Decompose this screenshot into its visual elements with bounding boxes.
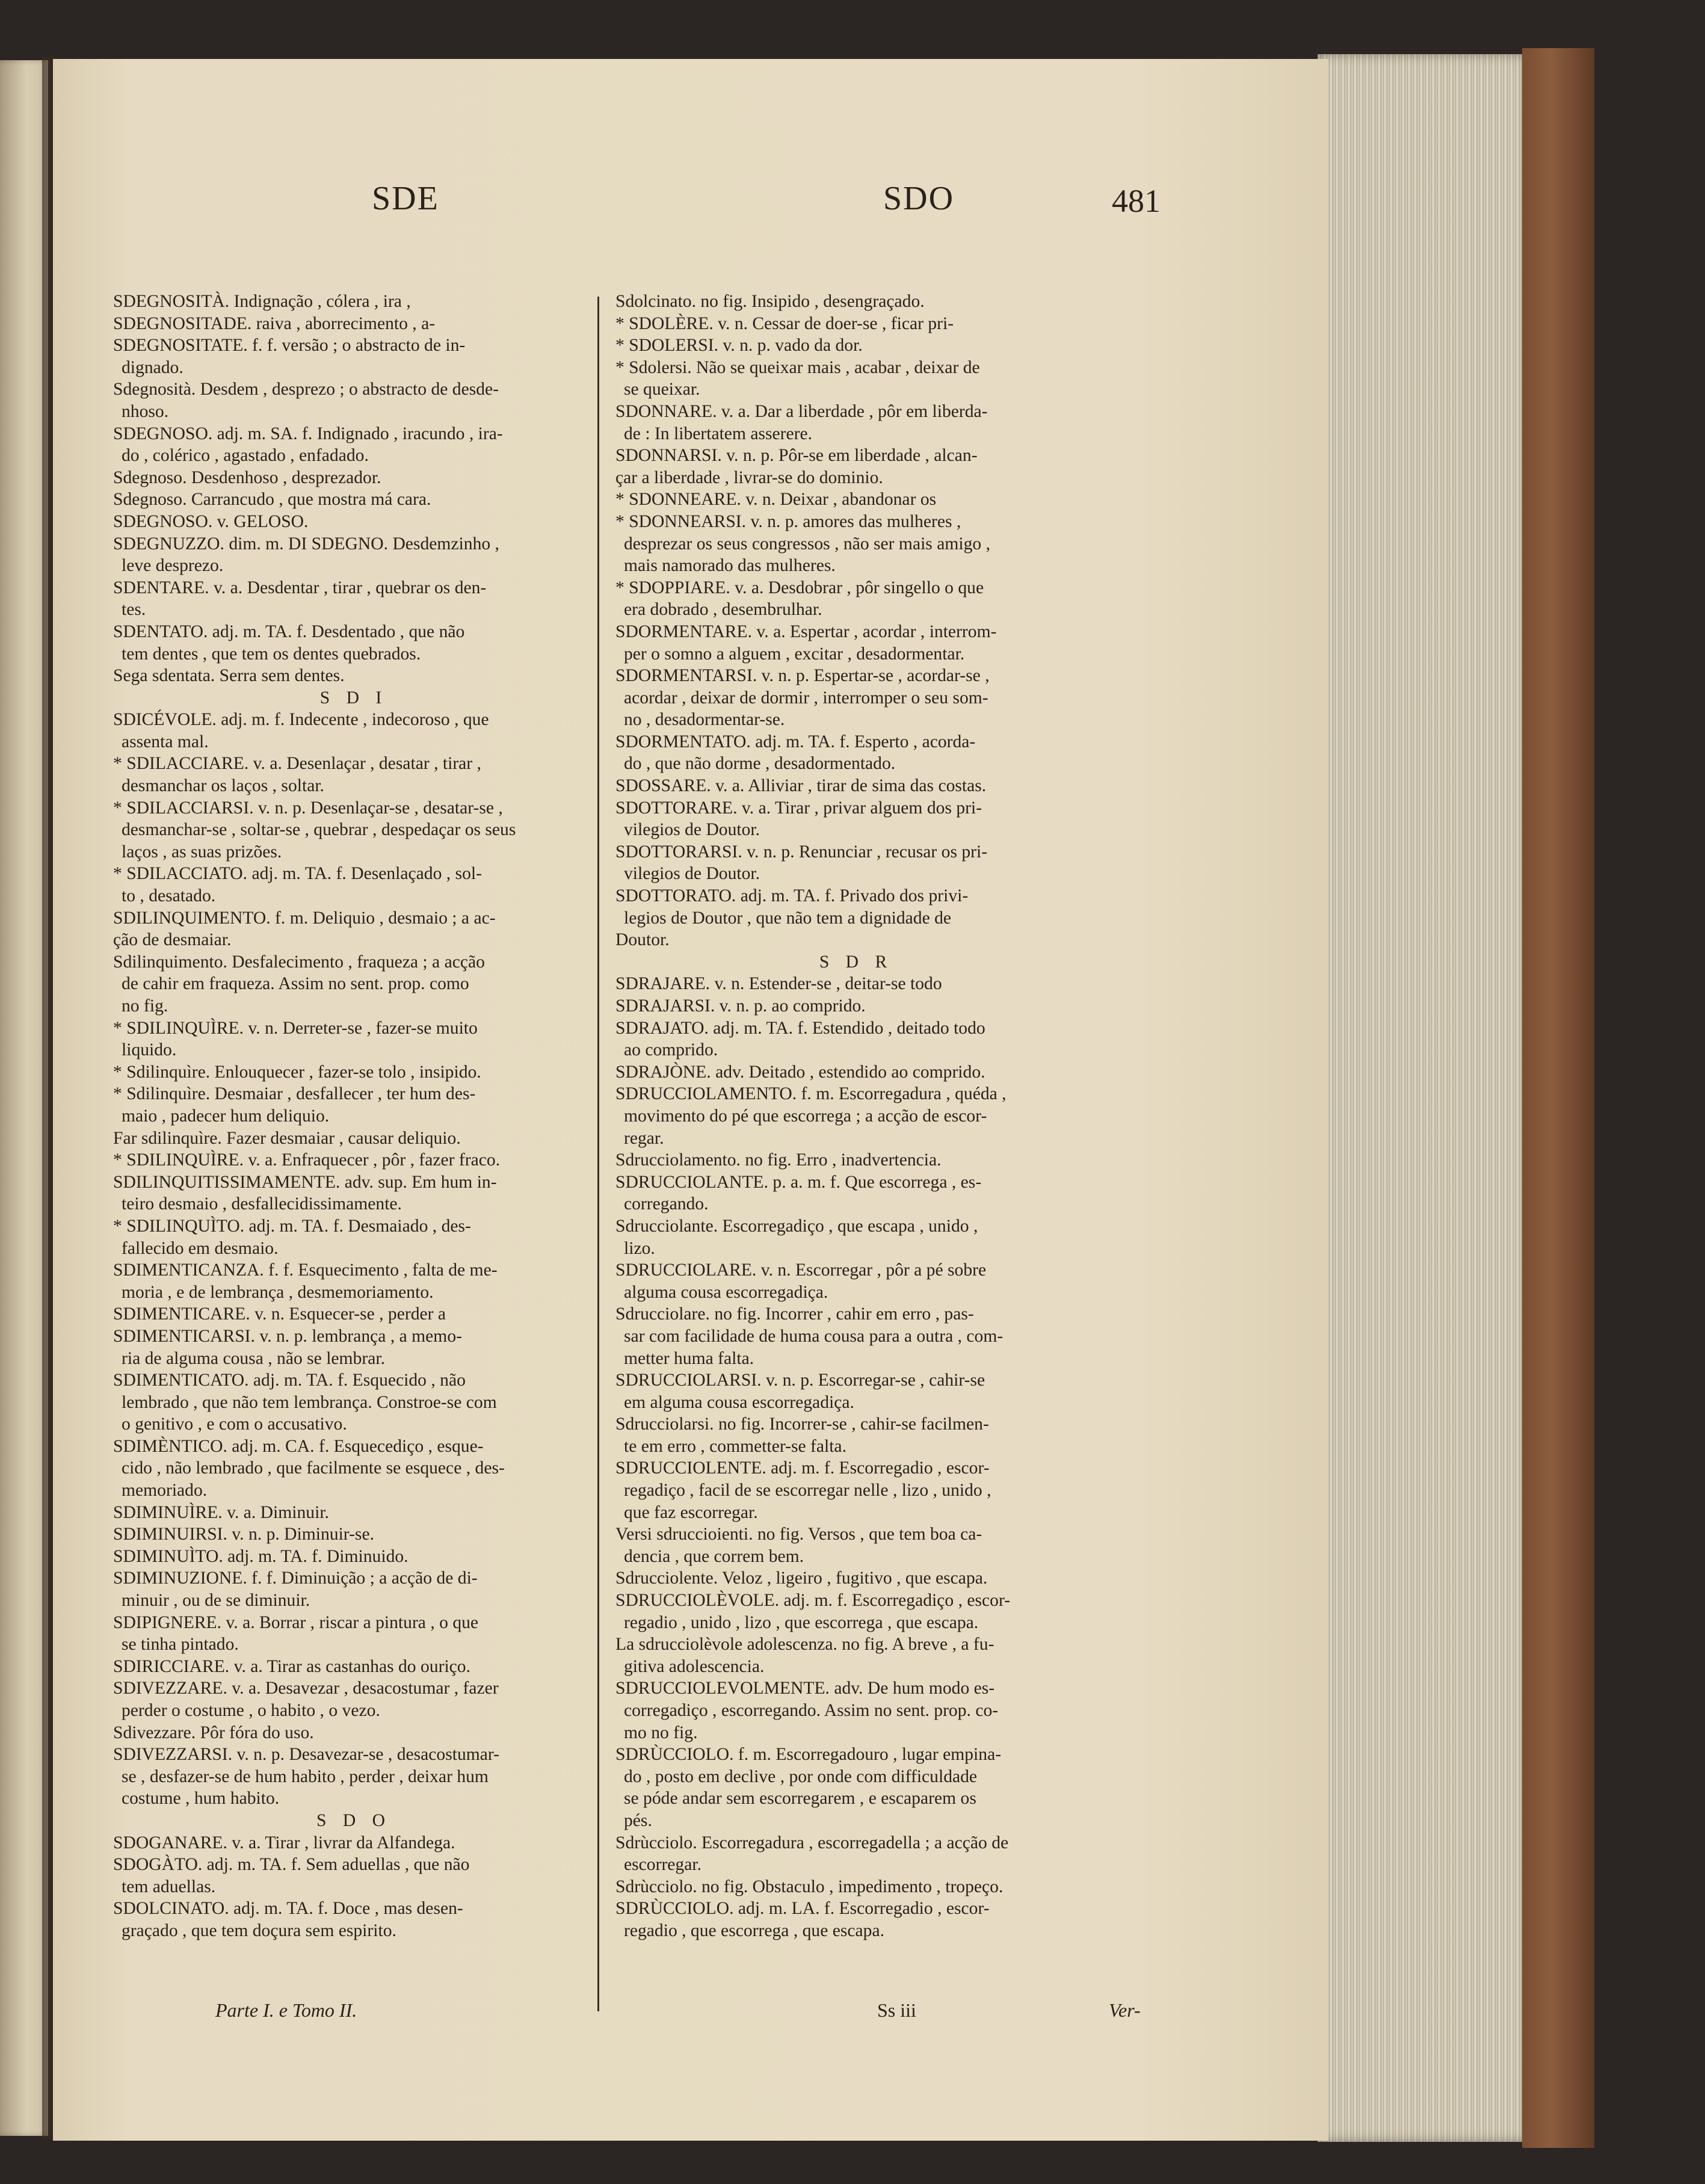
entry-line: no , desadormentar-se.	[624, 710, 785, 730]
entry-line: Sdrucciolante. Escorregadiço , que escapa , unido ,	[615, 1216, 978, 1236]
dictionary-page	[53, 59, 1328, 2141]
entry-line: Versi sdruccioienti. no fig. Versos , que tem boa ca-	[615, 1525, 982, 1544]
entry-line: regadio , que escorrega , que escapa.	[624, 1920, 884, 1940]
entry-line: SDENTARE. v. a. Desdentar , tirar , quebrar os den-	[113, 578, 487, 597]
entry-line: SDIMINUZIONE. f. f. Diminuição ; a acção de di-	[113, 1569, 478, 1588]
entry-line: metter huma falta.	[624, 1348, 754, 1368]
entry-line: to , desatado.	[122, 886, 216, 906]
entry-line: SDRUCCIOLANTE. p. a. m. f. Que escorrega , es-	[615, 1172, 982, 1192]
entry-line: tem aduellas.	[122, 1877, 216, 1896]
entry-line: Sdolcinato. no fig. Insipido , desengraçado.	[615, 292, 925, 311]
entry-line: maio , padecer hum deliquio.	[122, 1106, 330, 1126]
entry-line: Far sdilinquìre. Fazer desmaiar , causar deliquio.	[113, 1128, 461, 1148]
entry-line: SDRAJARSI. v. n. p. ao comprido.	[615, 996, 866, 1016]
running-head-right: SDO	[883, 180, 955, 217]
entry-line: SDIPIGNERE. v. a. Borrar , riscar a pintura , o que	[113, 1612, 479, 1632]
entry-line: sar com facilidade de huma cousa para a outra , com-	[624, 1326, 1004, 1346]
entry-line: SDRUCCIOLEVOLMENTE. adv. De hum modo es-	[615, 1679, 995, 1698]
page-block-edges	[1318, 54, 1528, 2142]
entry-line: minuir , ou de se diminuir.	[122, 1591, 310, 1611]
entry-line: lembrado , que não tem lembrança. Constroe-se com	[122, 1392, 497, 1412]
entry-line: SDORMENTARE. v. a. Espertar , acordar , interrom-	[615, 622, 997, 641]
entry-line: Sdegnosità. Desdem , desprezo ; o abstracto de desde-	[113, 380, 499, 399]
entry-line: desmanchar-se , soltar-se , quebrar , despedaçar os seus	[122, 820, 516, 840]
entry-line: SDRAJATO. adj. m. TA. f. Estendido , deitado todo	[615, 1018, 985, 1038]
entry-line: SDEGNOSO. v. GELOSO.	[113, 511, 309, 531]
entry-line: SDOLCINATO. adj. m. TA. f. Doce , mas desen-	[113, 1899, 463, 1919]
entry-line: Sdrucciolamento. no fig. Erro , inadvertencia.	[615, 1150, 942, 1170]
entry-line: SDONNARE. v. a. Dar a liberdade , pôr em liberda-	[615, 401, 988, 421]
running-head-left: SDE	[372, 180, 439, 217]
entry-line: mo no fig.	[624, 1723, 698, 1742]
entry-line: laços , as suas prizões.	[122, 842, 282, 862]
volume-footer: Parte I. e Tomo II.	[215, 1999, 357, 2021]
entry-line: SDOTTORATO. adj. m. TA. f. Privado dos privi-	[615, 886, 969, 906]
entry-line: SDOGÀTO. adj. m. TA. f. Sem aduellas , que não	[113, 1855, 470, 1875]
entry-line: çar a liberdade , livrar-se do dominio.	[615, 467, 883, 487]
entry-line: de : In libertatem asserere.	[624, 424, 813, 443]
entry-line: * SDILACCIATO. adj. m. TA. f. Desenlaçado , sol-	[113, 864, 482, 884]
entry-line: * SDILACCIARSI. v. n. p. Desenlaçar-se , desatar-se ,	[113, 798, 503, 818]
left-column	[113, 291, 594, 1942]
entry-line: alguma cousa escorregadiça.	[624, 1282, 828, 1302]
entry-line: ao comprido.	[624, 1040, 718, 1060]
entry-line: liquido.	[122, 1040, 177, 1060]
entry-line: se , desfazer-se de hum habito , perder , deixar hum	[122, 1766, 489, 1786]
entry-line: SDILINQUITISSIMAMENTE. adv. sup. Em hum in-	[113, 1172, 497, 1192]
entry-line: ção de desmaiar.	[113, 930, 232, 950]
entry-line: SDIMINUIRSI. v. n. p. Diminuir-se.	[113, 1525, 374, 1544]
entry-line: SDONNARSI. v. n. p. Pôr-se em liberdade , alcan-	[615, 446, 978, 466]
entry-line: * Sdilinquìre. Desmaiar , desfallecer , ter hum des-	[113, 1084, 476, 1104]
page-number: 481	[1112, 183, 1161, 219]
entry-line: * SDILACCIARE. v. a. Desenlaçar , desatar , tirar ,	[113, 754, 481, 774]
entry-line: corregadiço , escorregando. Assim no sent. prop. co-	[624, 1701, 999, 1720]
entry-line: Sdilinquimento. Desfalecimento , fraqueza ; a acção	[113, 952, 485, 972]
entry-line: SDRÙCCIOLO. adj. m. LA. f. Escorregadio , escor-	[615, 1899, 990, 1919]
entry-line: * Sdolersi. Não se queixar mais , acabar , deixar de	[615, 357, 980, 377]
entry-line: SDRAJÒNE. adv. Deitado , estendido ao comprido.	[615, 1062, 985, 1082]
entry-line: * SDOLÈRE. v. n. Cessar de doer-se , ficar pri-	[615, 313, 954, 333]
entry-line: SDOTTORARE. v. a. Tirar , privar alguem dos pri-	[615, 798, 982, 818]
entry-line: corregando.	[624, 1194, 709, 1214]
entry-line: SDEGNOSITADE. raiva , aborrecimento , a-	[113, 313, 436, 333]
entry-line: * SDILINQUÌRE. v. a. Enfraquecer , pôr , fazer fraco.	[113, 1150, 501, 1170]
entry-line: que faz escorregar.	[624, 1502, 758, 1522]
entry-line: SDRUCCIOLAMENTO. f. m. Escorregadura , quéda ,	[615, 1084, 1007, 1104]
entry-line: do , posto em declive , por onde com difficuldade	[624, 1766, 978, 1786]
entry-line: gitiva adolescencia.	[624, 1656, 765, 1676]
entry-line: SDIMENTICARSI. v. n. p. lembrança , a memo-	[113, 1326, 462, 1346]
entry-line: SDRÙCCIOLO. f. m. Escorregadouro , lugar empina-	[615, 1745, 1002, 1765]
entry-line: SDRUCCIOLENTE. adj. m. f. Escorregadio , escor-	[615, 1458, 990, 1478]
entry-line: do , que não dorme , desadormentado.	[624, 754, 896, 774]
entry-line: SDOGANARE. v. a. Tirar , livrar da Alfandega.	[113, 1833, 455, 1852]
entry-line: SDORMENTATO. adj. m. TA. f. Esperto , acorda-	[615, 732, 976, 751]
entry-line: La sdrucciolèvole adolescenza. no fig. A breve , a fu-	[615, 1635, 994, 1655]
entry-line: pés.	[624, 1810, 652, 1830]
entry-line: do , colérico , agastado , enfadado.	[122, 446, 369, 466]
entry-line: assenta mal.	[122, 732, 209, 751]
entry-line: costume , hum habito.	[122, 1789, 280, 1809]
entry-line: * SDONNEARE. v. n. Deixar , abandonar os	[615, 490, 937, 510]
entry-line: Sdegnoso. Carrancudo , que mostra má cara.	[113, 490, 431, 510]
entry-line: no fig.	[122, 996, 168, 1016]
entry-line: regadiço , facil de se escorregar nelle , lizo , unido ,	[624, 1481, 991, 1501]
entry-line: Sdegnoso. Desdenhoso , desprezador.	[113, 467, 381, 487]
entry-line: SDOSSARE. v. a. Alliviar , tirar de sima das costas.	[615, 776, 987, 796]
entry-line: SDIMÈNTICO. adj. m. CA. f. Esquecediço , esque-	[113, 1436, 484, 1456]
entry-line: regadio , unido , lizo , que escorrega , que escapa.	[624, 1612, 979, 1632]
entry-line: SDIMINUÌTO. adj. m. TA. f. Diminuido.	[113, 1546, 409, 1566]
section-letter-heading: S D I	[319, 688, 388, 708]
entry-line: SDIMENTICANZA. f. f. Esquecimento , falta de me-	[113, 1260, 498, 1280]
entry-line: SDIRICCIARE. v. a. Tirar as castanhas do ouriço.	[113, 1656, 470, 1676]
entry-line: era dobrado , desembrulhar.	[624, 600, 822, 620]
entry-line: SDIMINUÌRE. v. a. Diminuir.	[113, 1502, 329, 1522]
entry-line: SDENTATO. adj. m. TA. f. Desdentado , que não	[113, 622, 465, 641]
entry-line: desprezar os seus congressos , não ser mais amigo ,	[624, 534, 990, 554]
entry-line: * SDOPPIARE. v. a. Desdobrar , pôr singello o que	[615, 578, 984, 597]
entry-line: SDEGNOSO. adj. m. SA. f. Indignado , iracundo , ira-	[113, 424, 503, 443]
entry-line: teiro desmaio , desfallecidissimamente.	[122, 1194, 402, 1214]
entry-line: Sdivezzare. Pôr fóra do uso.	[113, 1723, 314, 1742]
entry-line: lizo.	[624, 1238, 655, 1258]
entry-line: SDIVEZZARSI. v. n. p. Desavezar-se , desacostumar-	[113, 1745, 500, 1765]
entry-line: SDIVEZZARE. v. a. Desavezar , desacostumar , fazer	[113, 1679, 499, 1698]
entry-line: fallecido em desmaio.	[122, 1238, 279, 1258]
entry-line: SDORMENTARSI. v. n. p. Espertar-se , acordar-se ,	[615, 666, 990, 686]
entry-line: cido , não lembrado , que facilmente se esquece , des-	[122, 1458, 505, 1478]
entry-line: SDIMENTICARE. v. n. Esquecer-se , perder a	[113, 1304, 446, 1324]
entry-line: SDEGNOSITATE. f. f. versão ; o abstracto de in-	[113, 336, 466, 356]
entry-line: te em erro , commetter-se falta.	[624, 1436, 846, 1456]
right-column	[615, 291, 1097, 1942]
entry-line: Sdrùcciolo. Escorregadura , escorregadella ; a acção de	[615, 1833, 1009, 1852]
entry-line: SDRAJARE. v. n. Estender-se , deitar-se todo	[615, 974, 942, 994]
entry-line: per o somno a alguem , excitar , desadormentar.	[624, 644, 965, 664]
entry-line: dencia , que correm bem.	[624, 1546, 804, 1566]
entry-line: SDICÉVOLE. adj. m. f. Indecente , indecoroso , que	[113, 710, 489, 730]
entry-line: Sdrucciolarsi. no fig. Incorrer-se , cahir-se facilmen-	[615, 1414, 989, 1434]
entry-line: dignado.	[122, 357, 183, 377]
entry-line: SDEGNOSITÀ. Indignação , cólera , ira ,	[113, 292, 411, 311]
entry-line: graçado , que tem doçura sem espirito.	[122, 1920, 396, 1940]
entry-line: leve desprezo.	[122, 556, 224, 576]
section-letter-heading: S D O	[316, 1810, 391, 1830]
entry-line: nhoso.	[122, 401, 169, 421]
entry-line: Doutor.	[615, 930, 670, 950]
entry-line: SDRUCCIOLARE. v. n. Escorregar , pôr a pé sobre	[615, 1260, 987, 1280]
entry-line: SDIMENTICATO. adj. m. TA. f. Esquecido , não	[113, 1371, 466, 1390]
entry-line: SDRUCCIOLARSI. v. n. p. Escorregar-se , cahir-se	[615, 1371, 985, 1390]
entry-line: * SDONNEARSI. v. n. p. amores das mulheres ,	[615, 511, 961, 531]
entry-line: perder o costume , o habito , o vezo.	[122, 1701, 380, 1720]
entry-line: * SDOLERSI. v. n. p. vado da dor.	[615, 336, 863, 356]
entry-line: vilegios de Doutor.	[624, 820, 760, 840]
entry-line: se queixar.	[624, 380, 700, 399]
entry-line: mais namorado das mulheres.	[624, 556, 836, 576]
signature-mark: Ss iii	[877, 1999, 916, 2021]
entry-line: ria de alguma cousa , não se lembrar.	[122, 1348, 385, 1368]
entry-line: legios de Doutor , que não tem a dignidade de	[624, 908, 952, 928]
entry-line: se póde andar sem escorregarem , e escaparem os	[624, 1789, 976, 1809]
entry-line: SDRUCCIOLÈVOLE. adj. m. f. Escorregadiço , escor-	[615, 1591, 1011, 1611]
entry-line: tes.	[122, 600, 146, 620]
entry-line: SDEGNUZZO. dim. m. DI SDEGNO. Desdemzinho ,	[113, 534, 499, 554]
entry-line: Sdrucciolente. Veloz , ligeiro , fugitivo , que escapa.	[615, 1569, 988, 1588]
entry-line: tem dentes , que tem os dentes quebrados.	[122, 644, 421, 664]
entry-line: * SDILINQUÌRE. v. n. Derreter-se , fazer-se muito	[113, 1018, 478, 1038]
entry-line: memoriado.	[122, 1481, 208, 1501]
entry-line: se tinha pintado.	[122, 1635, 239, 1655]
facing-page-edge	[0, 60, 48, 2136]
entry-line: SDOTTORARSI. v. n. p. Renunciar , recusar os pri-	[615, 842, 988, 862]
entry-line: regar.	[624, 1128, 664, 1148]
column-divider	[597, 297, 599, 2011]
entry-line: de cahir em fraqueza. Assim no sent. prop. como	[122, 974, 469, 994]
book-cover-edge	[1522, 48, 1594, 2148]
entry-line: moria , e de lembrança , desmemoriamento.	[122, 1282, 434, 1302]
entry-line: vilegios de Doutor.	[624, 864, 760, 884]
entry-line: Sega sdentata. Serra sem dentes.	[113, 666, 345, 686]
entry-line: movimento do pé que escorrega ; a acção de escor-	[624, 1106, 987, 1126]
entry-line: SDILINQUIMENTO. f. m. Deliquio , desmaio ; a ac-	[113, 908, 496, 928]
entry-line: * SDILINQUÌTO. adj. m. TA. f. Desmaiado , des-	[113, 1216, 471, 1236]
entry-line: escorregar.	[624, 1855, 701, 1875]
entry-line: * Sdilinquìre. Enlouquecer , fazer-se tolo , insipido.	[113, 1062, 481, 1082]
section-letter-heading: S D R	[819, 952, 893, 972]
entry-line: Sdrucciolare. no fig. Incorrer , cahir em erro , pas-	[615, 1304, 974, 1324]
entry-line: o genitivo , e com o accusativo.	[122, 1414, 347, 1434]
entry-line: Sdrùcciolo. no fig. Obstaculo , impedimento , tropeço.	[615, 1877, 1004, 1896]
catchword: Ver-	[1109, 1999, 1141, 2021]
entry-line: em alguma cousa escorregadiça.	[624, 1392, 854, 1412]
entry-line: desmanchar os laços , soltar.	[122, 776, 324, 796]
entry-line: acordar , deixar de dormir , interromper o seu som-	[624, 688, 988, 708]
